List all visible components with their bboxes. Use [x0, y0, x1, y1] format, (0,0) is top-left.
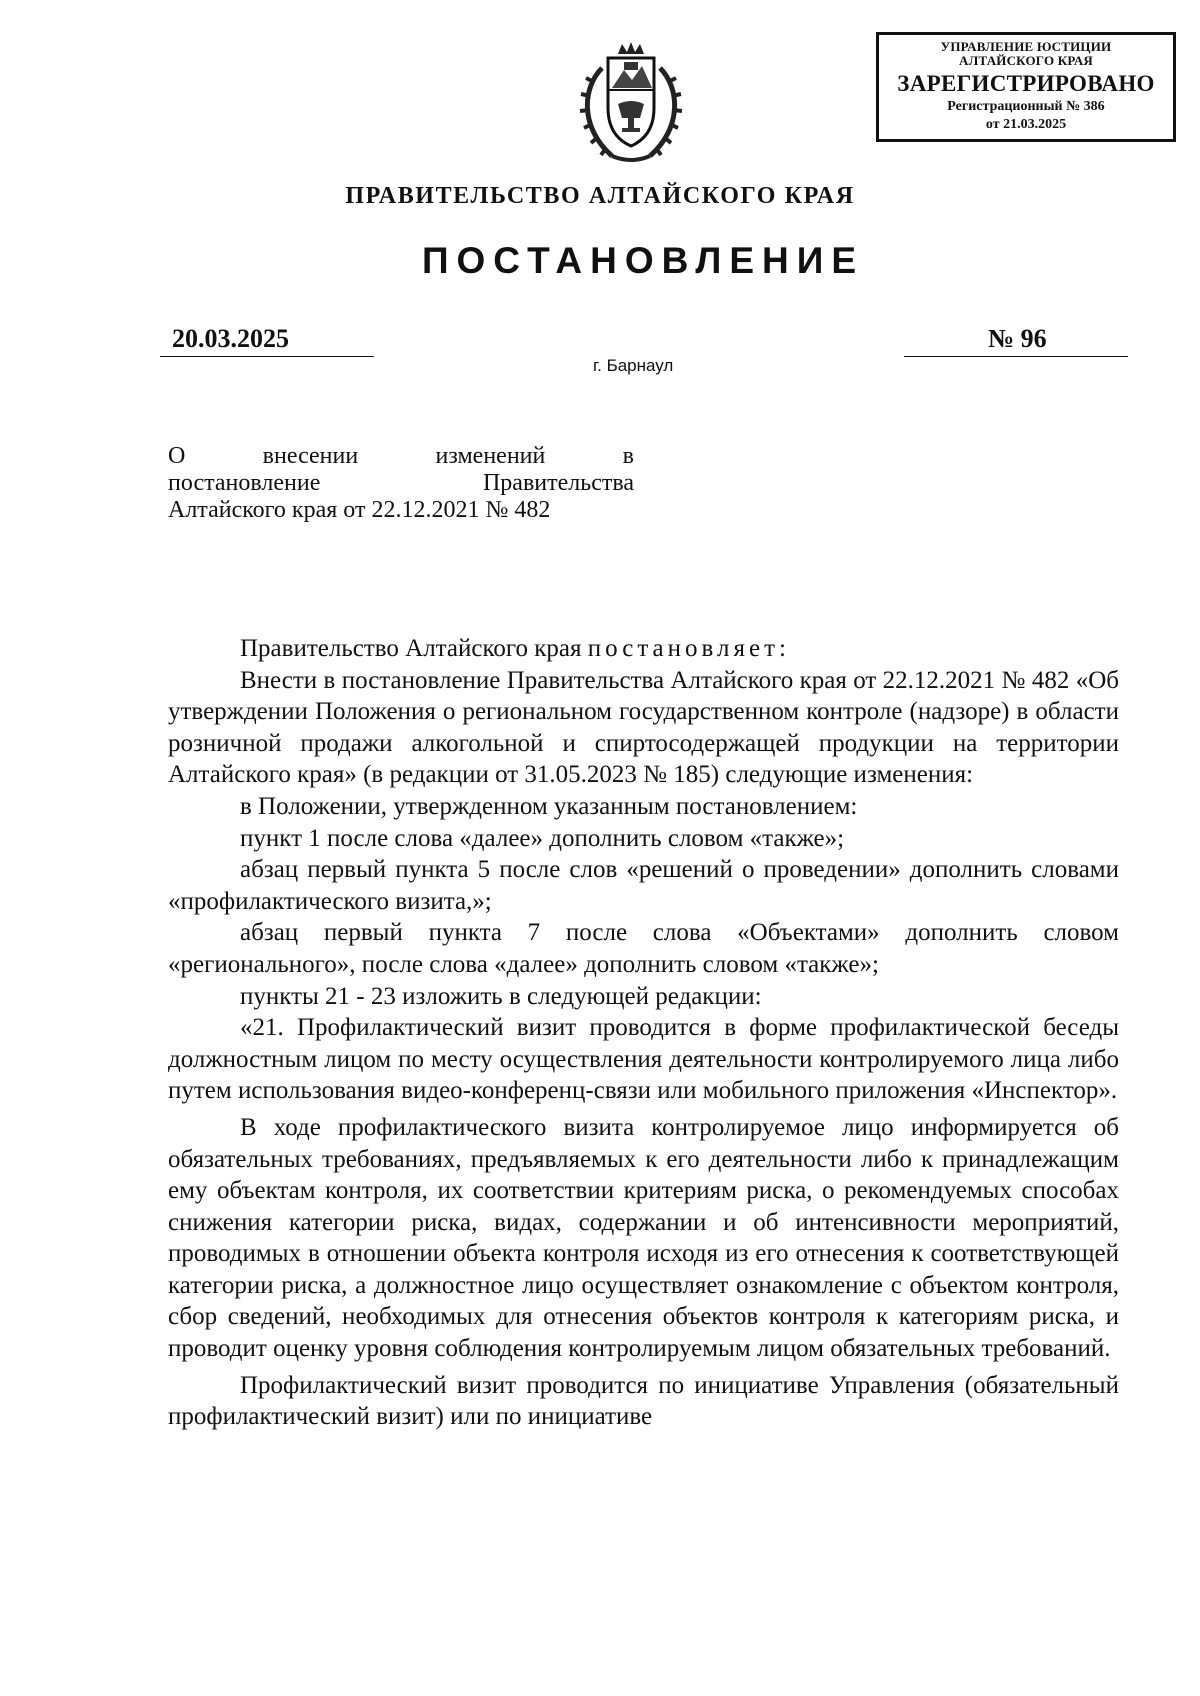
document-date-field: [160, 322, 374, 357]
registration-stamp: [876, 32, 1176, 142]
body-paragraph-9: В ходе профилактического визита контролируемое лицо информируется об обязательных требованиях, предъявляемых к его деятельности либо к принадлежащим ему объектам контроля, их соответствии критериям риска, о рекомендуемых способах снижения категории риска, видах, содержании и об интенсивности мероприятий, проводимых в отношении объекта контроля исходя из его отнесения к соответствующей категории риска, а должностное лицо осуществляет ознакомление с объектом контроля, сбор сведений, необходимых для отнесения объектов контроля к категориям риска, и проводит оценку уровня соблюдения контролируемым лицом обязательных требований.: [168, 1113, 1119, 1363]
city-label: г. Барнаул: [593, 356, 674, 375]
subject-line-2: постановление Правительства: [168, 470, 634, 496]
coat-of-arms-emblem: [572, 38, 690, 166]
body-paragraph-6: абзац первый пункта 7 после слова «Объектами» дополнить словом «регионального», после слова «далее» дополнить словом «также»;: [168, 919, 1119, 978]
body-paragraph-5: абзац первый пункта 5 после слов «решений о проведении» дополнить словами «профилактического визита,»;: [168, 856, 1119, 915]
document-number-field: [904, 322, 1128, 357]
body-paragraph-7: пункты 21 - 23 изложить в следующей редакции:: [240, 982, 762, 1010]
stamp-reg-number: Регистрационный № 386: [947, 99, 1105, 114]
subject-line-3: Алтайского края от 22.12.2021 № 482: [168, 497, 551, 523]
body-paragraph-10: Профилактический визит проводится по инициативе Управления (обязательный профилактический визит) или по инициативе: [168, 1371, 1119, 1431]
stamp-org-line1: УПРАВЛЕНИЕ ЮСТИЦИИ: [940, 39, 1112, 54]
body-paragraph-1: [168, 633, 1119, 665]
stamp-status: ЗАРЕГИСТРИРОВАНО: [897, 71, 1155, 96]
body-paragraph-8: «21. Профилактический визит проводится в форме профилактической беседы должностным лицом по месту осуществления деятельности контролируемого лица либо путем использования видео-конференц-связи или мобильного приложения «Инспектор».: [168, 1014, 1119, 1105]
body-paragraph-4: пункт 1 после слова «далее» дополнить словом «также»;: [240, 824, 845, 852]
stamp-org-line2: АЛТАЙСКОГО КРАЯ: [959, 53, 1093, 68]
document-number: № 96: [988, 324, 1047, 353]
stamp-reg-date: от 21.03.2025: [985, 117, 1067, 132]
p1-end: :: [779, 635, 786, 662]
document-type-title: ПОСТАНОВЛЕНИЕ: [421, 240, 865, 281]
body-paragraph-3: в Положении, утвержденном указанным постановлением:: [240, 792, 858, 820]
document-date: 20.03.2025: [172, 324, 289, 353]
subject-line-1: О внесении изменений в: [168, 443, 634, 469]
p1-spaced-word: постановляет: [587, 635, 779, 662]
government-title: ПРАВИТЕЛЬСТВО АЛТАЙСКОГО КРАЯ: [345, 183, 855, 209]
p1-start: Правительство Алтайского края: [240, 635, 588, 662]
body-paragraph-2: Внести в постановление Правительства Алтайского края от 22.12.2021 № 482 «Об утверждении Положения о региональном государственном контроле (надзоре) в области розничной продажи алкогольной и спиртосодержащей продукции на территории Алтайского края» (в редакции от 31.05.2023 № 185) следующие изменения:: [168, 666, 1119, 789]
document-body: [168, 633, 1119, 1433]
document-subject: [168, 443, 634, 524]
